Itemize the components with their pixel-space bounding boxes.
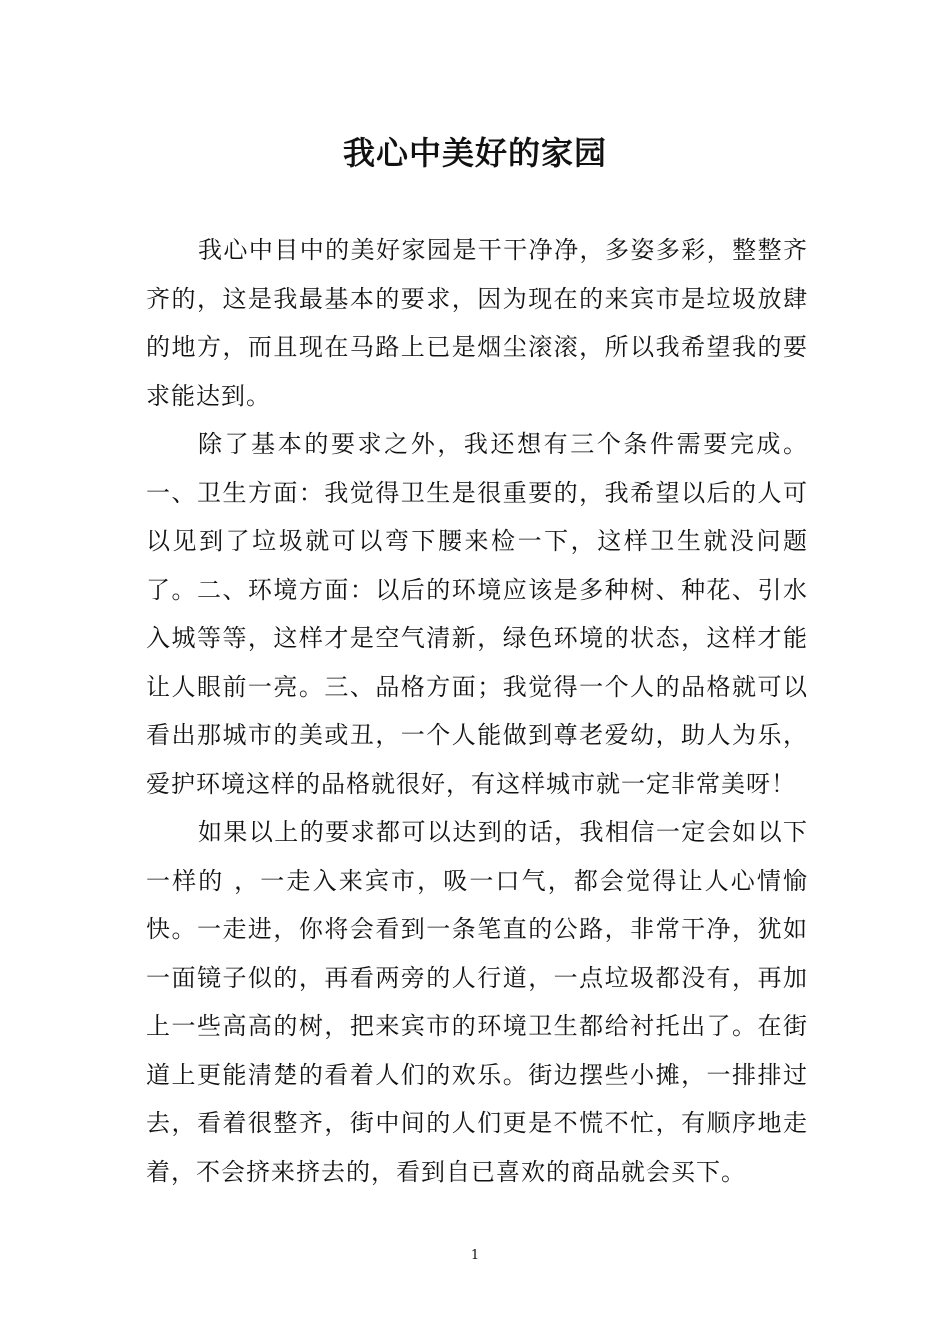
document-title: 我心中美好的家园 — [342, 134, 607, 172]
document-body — [146, 226, 808, 1196]
paragraph-1: 我心中目中的美好家园是干干净净，多姿多彩，整整齐齐的，这是我最基本的要求，因为现在的来宾市是垃圾放肆的地方，而且现在马路上已是烟尘滚滚，所以我希望我的要求能达到。 — [146, 236, 808, 410]
paragraph-2: 除了基本的要求之外，我还想有三个条件需要完成。一、卫生方面：我觉得卫生是很重要的，我希望以后的人可以见到了垃圾就可以弯下腰来检一下，这样卫生就没问题了。二、环境方面：以后的环境应该是多种树、种花、引水入城等等，这样才是空气清新，绿色环境的状态，这样才能让人眼前一亮。三、品格方面；我觉得一个人的品格就可以看出那城市的美或丑，一个人能做到尊老爱幼，助人为乐，爱护环境这样的品格就很好，有这样城市就一定非常美呀！ — [146, 430, 808, 798]
paragraph-3: 如果以上的要求都可以达到的话，我相信一定会如以下一样的 ，一走入来宾市，吸一口气，都会觉得让人心情愉快。一走进，你将会看到一条笔直的公路，非常干净，犹如一面镜子似的，再看两旁的人行道，一点垃圾都没有，再加上一些高高的树，把来宾市的环境卫生都给衬托出了。在街道上更能清楚的看着人们的欢乐。街边摆些小摊，一排排过去，看着很整齐，街中间的人们更是不慌不忙，有顺序地走着，不会挤来挤去的，看到自已喜欢的商品就会买下。 — [146, 818, 808, 1186]
page-number: 1 — [470, 1248, 480, 1263]
